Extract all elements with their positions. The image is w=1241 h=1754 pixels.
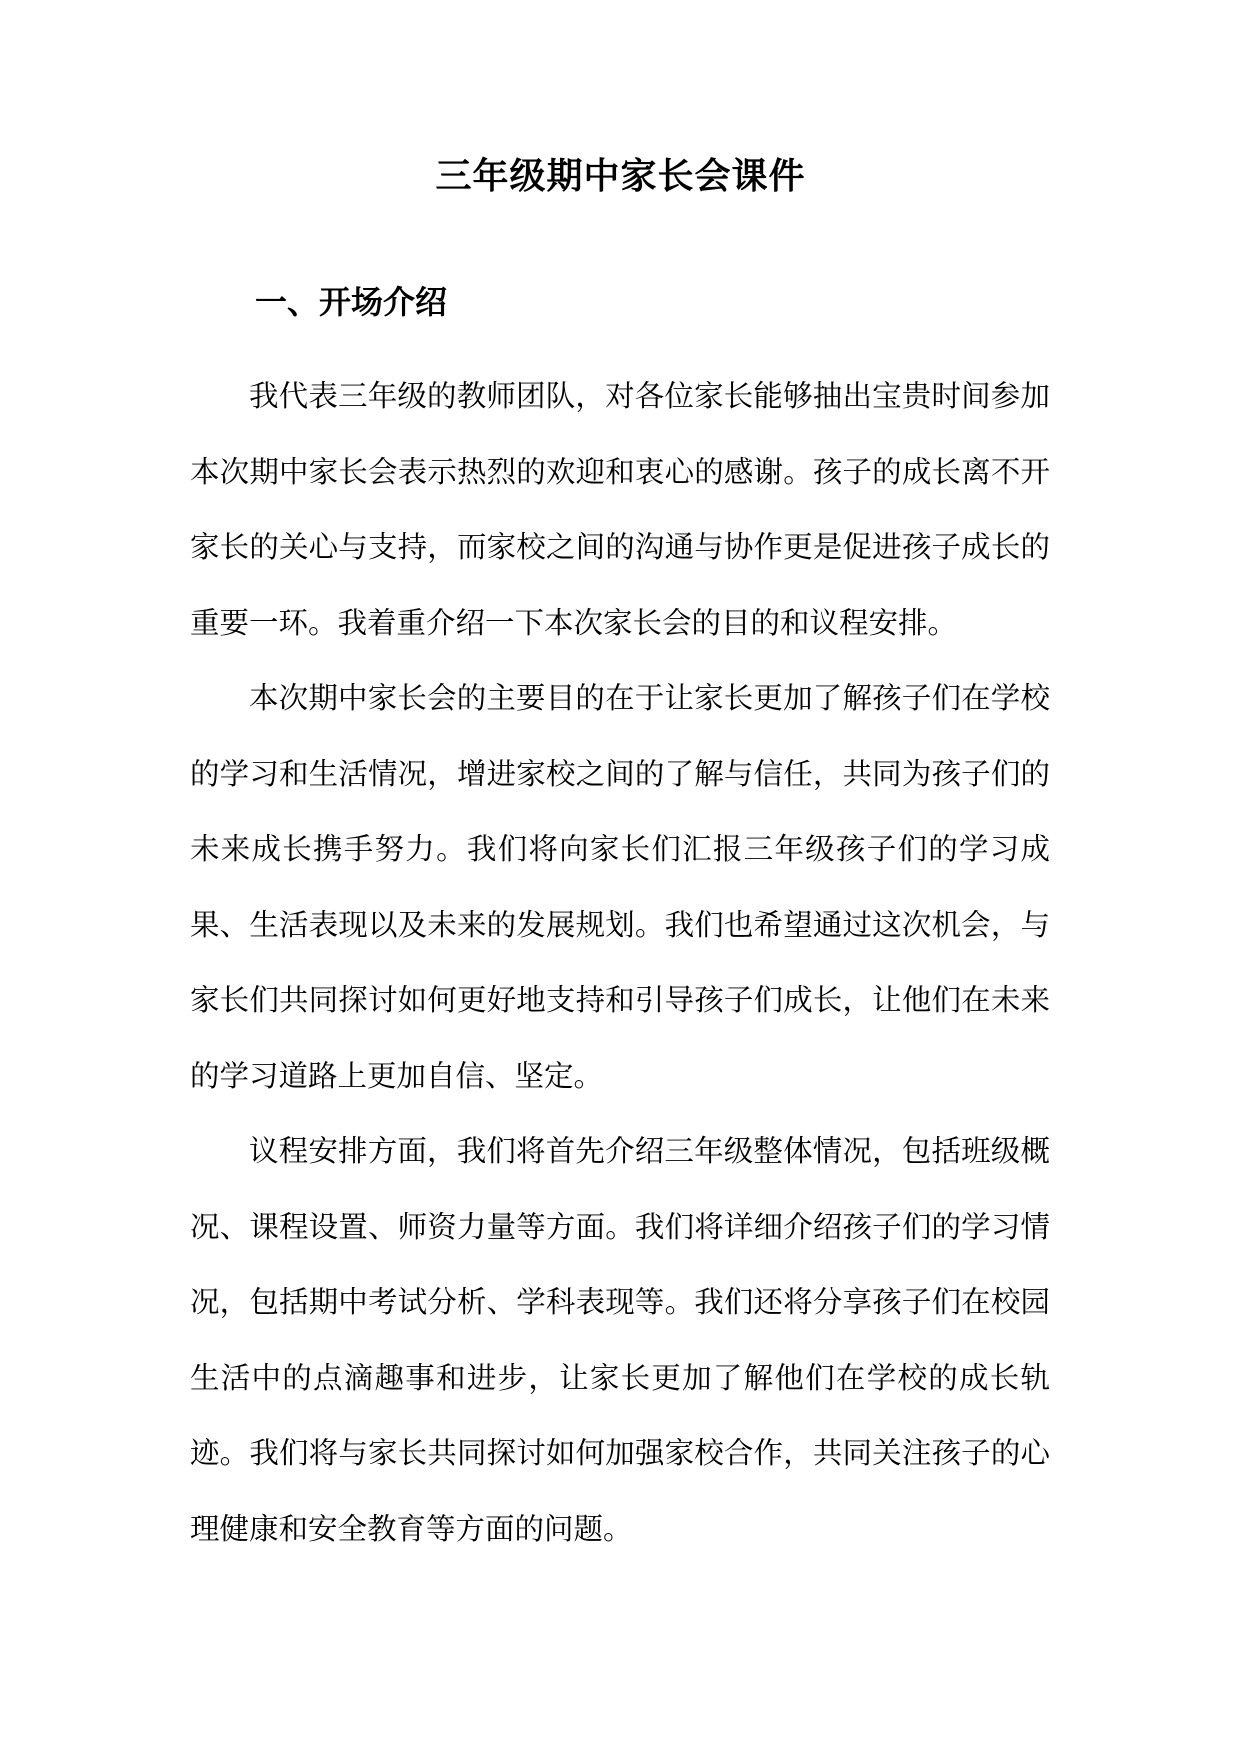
paragraph-agenda: 议程安排方面，我们将首先介绍三年级整体情况，包括班级概况、课程设置、师资力量等方面。我们将详细介绍孩子们的学习情况，包括期中考试分析、学科表现等。我们还将分享孩子们在校园生活中的点滴趣事和进步，让家长更加了解他们在学校的成长轨迹。我们将与家长共同探讨如何加强家校合作，共同关注孩子的心理健康和安全教育等方面的问题。 [190, 1134, 1050, 1546]
section-heading: 一、开场介绍 [255, 283, 448, 321]
section-body [190, 359, 1050, 1567]
document-title: 三年级期中家长会课件 [435, 155, 806, 197]
paragraph-welcome: 我代表三年级的教师团队，对各位家长能够抽出宝贵时间参加本次期中家长会表示热烈的欢迎和衷心的感谢。孩子的成长离不开家长的关心与支持，而家校之间的沟通与协作更是促进孩子成长的重要一环。我着重介绍一下本次家长会的目的和议程安排。 [190, 379, 1050, 640]
paragraph-purpose: 本次期中家长会的主要目的在于让家长更加了解孩子们在学校的学习和生活情况，增进家校之间的了解与信任，共同为孩子们的未来成长携手努力。我们将向家长们汇报三年级孩子们的学习成果、生活表现以及未来的发展规划。我们也希望通过这次机会，与家长们共同探讨如何更好地支持和引导孩子们成长，让他们在未来的学习道路上更加自信、坚定。 [190, 681, 1050, 1093]
